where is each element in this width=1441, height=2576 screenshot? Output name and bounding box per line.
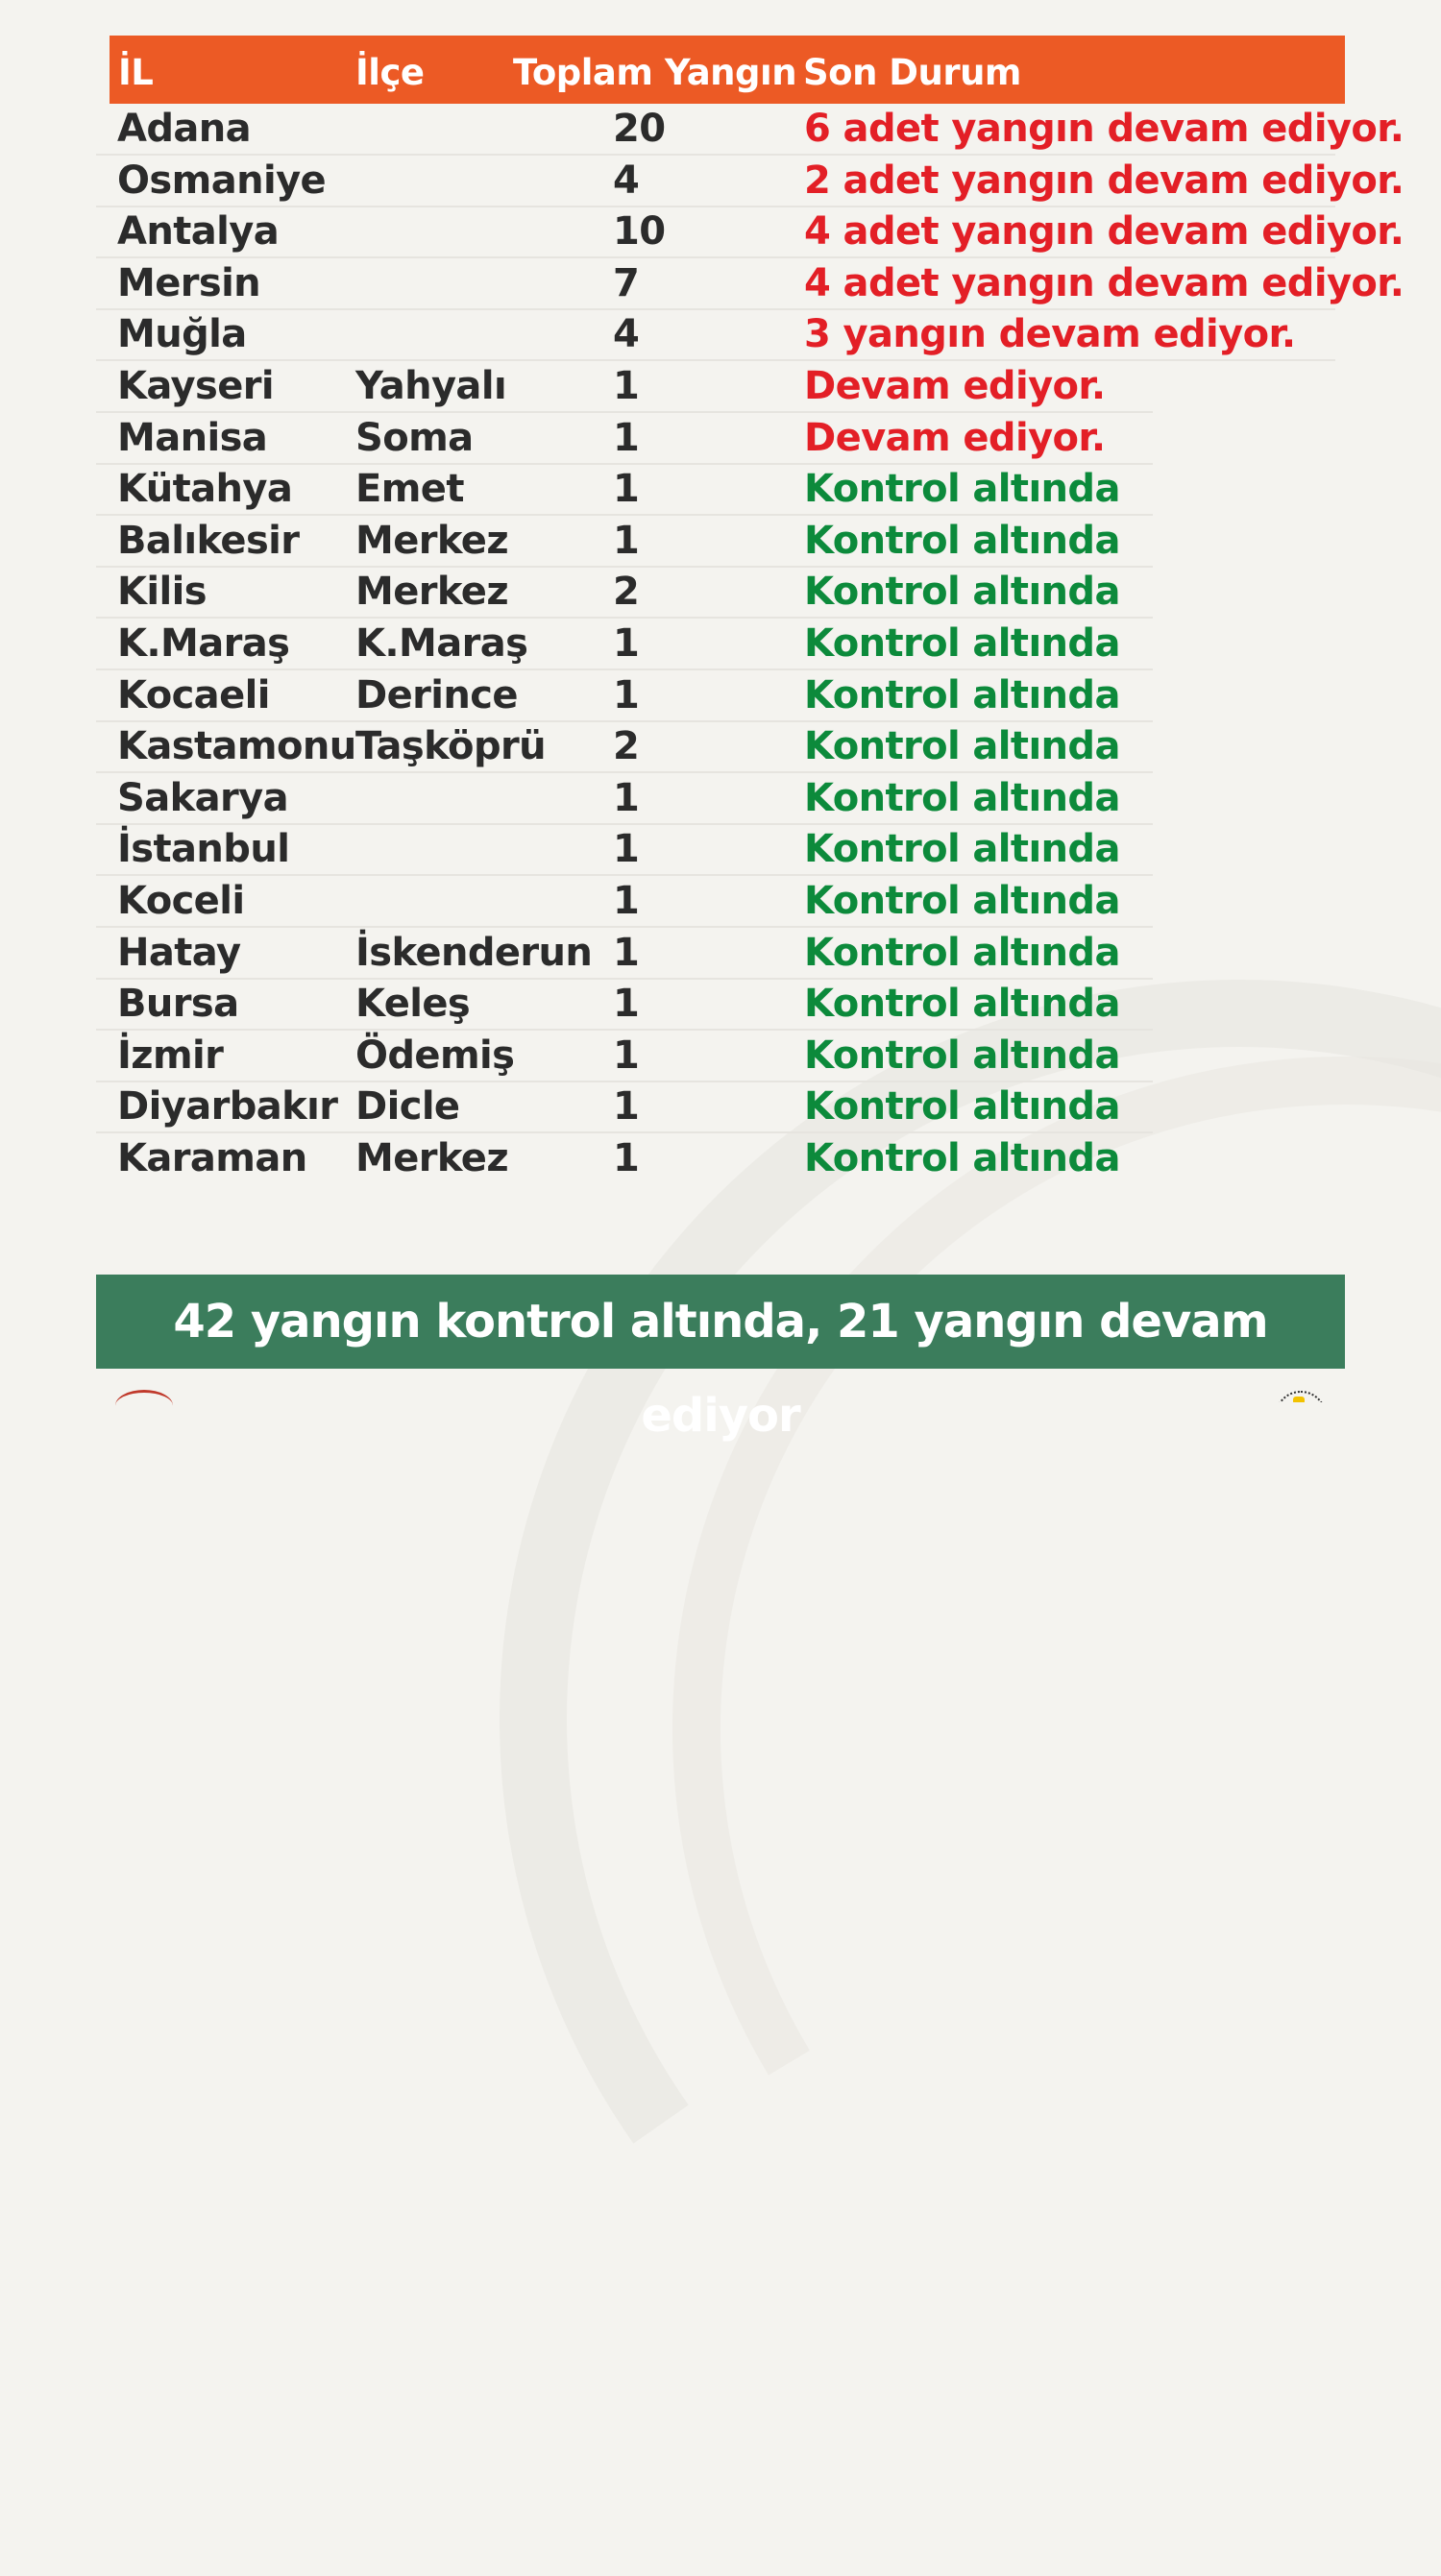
cell-ilce: Dicle bbox=[355, 1084, 460, 1130]
table-row bbox=[96, 824, 1345, 876]
cell-il: Kütahya bbox=[117, 467, 293, 512]
cell-toplam-yangin: 1 bbox=[613, 827, 640, 872]
cell-toplam-yangin: 1 bbox=[613, 1033, 640, 1078]
table-row bbox=[96, 361, 1345, 413]
cell-toplam-yangin: 1 bbox=[613, 930, 640, 975]
cell-son-durum: Kontrol altında bbox=[804, 930, 1120, 975]
cell-ilce: Derince bbox=[355, 672, 518, 717]
table-row bbox=[96, 413, 1345, 465]
table-row bbox=[96, 1081, 1345, 1133]
cell-son-durum: Kontrol altında bbox=[804, 1033, 1120, 1078]
cell-toplam-yangin: 2 bbox=[613, 724, 640, 769]
summary-banner bbox=[96, 1275, 1345, 1443]
table-row bbox=[96, 670, 1345, 722]
cell-il: Muğla bbox=[117, 312, 247, 357]
table-row bbox=[96, 928, 1345, 980]
table-row bbox=[96, 309, 1345, 361]
cell-toplam-yangin: 1 bbox=[613, 467, 640, 512]
cell-toplam-yangin: 1 bbox=[613, 878, 640, 923]
cell-il: İzmir bbox=[117, 1033, 224, 1078]
cell-il: Bursa bbox=[117, 982, 239, 1027]
table-header bbox=[110, 36, 1345, 104]
cell-il: Adana bbox=[117, 107, 252, 151]
cell-son-durum: Kontrol altında bbox=[804, 518, 1120, 563]
table-row bbox=[96, 156, 1404, 207]
cell-son-durum: Devam ediyor. bbox=[804, 415, 1106, 460]
cell-toplam-yangin: 1 bbox=[613, 672, 640, 717]
cell-il: Sakarya bbox=[117, 775, 288, 820]
cell-toplam-yangin: 1 bbox=[613, 620, 640, 666]
cell-ilce: Keleş bbox=[355, 982, 471, 1027]
cell-son-durum: 4 adet yangın devam ediyor. bbox=[804, 260, 1404, 305]
cell-toplam-yangin: 10 bbox=[613, 209, 666, 255]
table-row bbox=[96, 464, 1345, 516]
header-ilce: İlçe bbox=[355, 52, 425, 93]
cell-ilce: İskenderun bbox=[355, 930, 593, 975]
ministry-logo-icon bbox=[115, 1390, 173, 1422]
cell-son-durum: Kontrol altında bbox=[804, 775, 1120, 820]
header-toplam-yangin: Toplam Yangın bbox=[513, 52, 797, 93]
cell-son-durum: Devam ediyor. bbox=[804, 363, 1106, 408]
cell-ilce: K.Maraş bbox=[355, 620, 528, 666]
cell-il: Mersin bbox=[117, 260, 261, 305]
table-row bbox=[96, 104, 1404, 156]
table-row bbox=[96, 567, 1345, 619]
table-row bbox=[96, 619, 1345, 670]
cell-son-durum: 4 adet yangın devam ediyor. bbox=[804, 209, 1404, 255]
table-row bbox=[96, 1031, 1345, 1082]
cell-il: Kilis bbox=[117, 570, 207, 615]
cell-ilce: Merkez bbox=[355, 1135, 508, 1180]
cell-ilce: Merkez bbox=[355, 570, 508, 615]
table-row bbox=[96, 721, 1345, 773]
cell-son-durum: Kontrol altında bbox=[804, 982, 1120, 1027]
cell-il: Hatay bbox=[117, 930, 241, 975]
cell-toplam-yangin: 7 bbox=[613, 260, 640, 305]
header-son-durum: Son Durum bbox=[803, 52, 1021, 93]
cell-il: Antalya bbox=[117, 209, 280, 255]
cell-il: Diyarbakır bbox=[117, 1084, 338, 1130]
cell-son-durum: Kontrol altında bbox=[804, 827, 1120, 872]
fire-status-table bbox=[96, 36, 1404, 1184]
cell-il: Karaman bbox=[117, 1135, 307, 1180]
table-row bbox=[96, 1133, 1345, 1185]
cell-il: Kastamonu bbox=[117, 724, 356, 769]
cell-ilce: Merkez bbox=[355, 518, 508, 563]
cell-toplam-yangin: 1 bbox=[613, 363, 640, 408]
cell-ilce: Emet bbox=[355, 467, 464, 512]
table-body bbox=[96, 104, 1404, 1184]
cell-son-durum: Kontrol altında bbox=[804, 1135, 1120, 1180]
cell-ilce: Yahyalı bbox=[355, 363, 507, 408]
cell-toplam-yangin: 2 bbox=[613, 570, 640, 615]
header-il: İL bbox=[118, 52, 154, 93]
table-row bbox=[96, 773, 1345, 825]
cell-ilce: Ödemiş bbox=[355, 1033, 515, 1078]
cell-il: Manisa bbox=[117, 415, 268, 460]
cell-son-durum: Kontrol altında bbox=[804, 878, 1120, 923]
table-row bbox=[96, 979, 1345, 1031]
cell-toplam-yangin: 1 bbox=[613, 775, 640, 820]
cell-son-durum: Kontrol altında bbox=[804, 672, 1120, 717]
cell-toplam-yangin: 4 bbox=[613, 158, 640, 203]
cell-il: Kocaeli bbox=[117, 672, 270, 717]
cell-il: Osmaniye bbox=[117, 158, 327, 203]
cell-toplam-yangin: 1 bbox=[613, 1084, 640, 1130]
cell-son-durum: Kontrol altında bbox=[804, 467, 1120, 512]
cell-il: Balıkesir bbox=[117, 518, 300, 563]
cell-ilce: Soma bbox=[355, 415, 474, 460]
cell-toplam-yangin: 1 bbox=[613, 518, 640, 563]
cell-son-durum: 2 adet yangın devam ediyor. bbox=[804, 158, 1404, 203]
cell-ilce: Taşköprü bbox=[355, 724, 546, 769]
cell-son-durum: Kontrol altında bbox=[804, 570, 1120, 615]
cell-toplam-yangin: 4 bbox=[613, 312, 640, 357]
table-row bbox=[96, 876, 1345, 928]
cell-son-durum: Kontrol altında bbox=[804, 1084, 1120, 1130]
cell-toplam-yangin: 1 bbox=[613, 1135, 640, 1180]
cell-son-durum: 6 adet yangın devam ediyor. bbox=[804, 107, 1404, 151]
cell-son-durum: Kontrol altında bbox=[804, 724, 1120, 769]
cell-toplam-yangin: 1 bbox=[613, 982, 640, 1027]
table-row bbox=[96, 258, 1404, 310]
cell-toplam-yangin: 1 bbox=[613, 415, 640, 460]
cell-il: Koceli bbox=[117, 878, 245, 923]
cell-toplam-yangin: 20 bbox=[613, 107, 666, 151]
summary-text: 42 yangın kontrol altında, 21 yangın devam ediyor bbox=[173, 1295, 1268, 1443]
cell-il: K.Maraş bbox=[117, 620, 290, 666]
cell-son-durum: Kontrol altında bbox=[804, 620, 1120, 666]
table-row bbox=[96, 207, 1404, 258]
cell-son-durum: 3 yangın devam ediyor. bbox=[804, 312, 1296, 357]
cell-il: İstanbul bbox=[117, 827, 290, 872]
general-directorate-logo-icon bbox=[1270, 1389, 1328, 1402]
table-row bbox=[96, 516, 1345, 568]
cell-il: Kayseri bbox=[117, 363, 275, 408]
